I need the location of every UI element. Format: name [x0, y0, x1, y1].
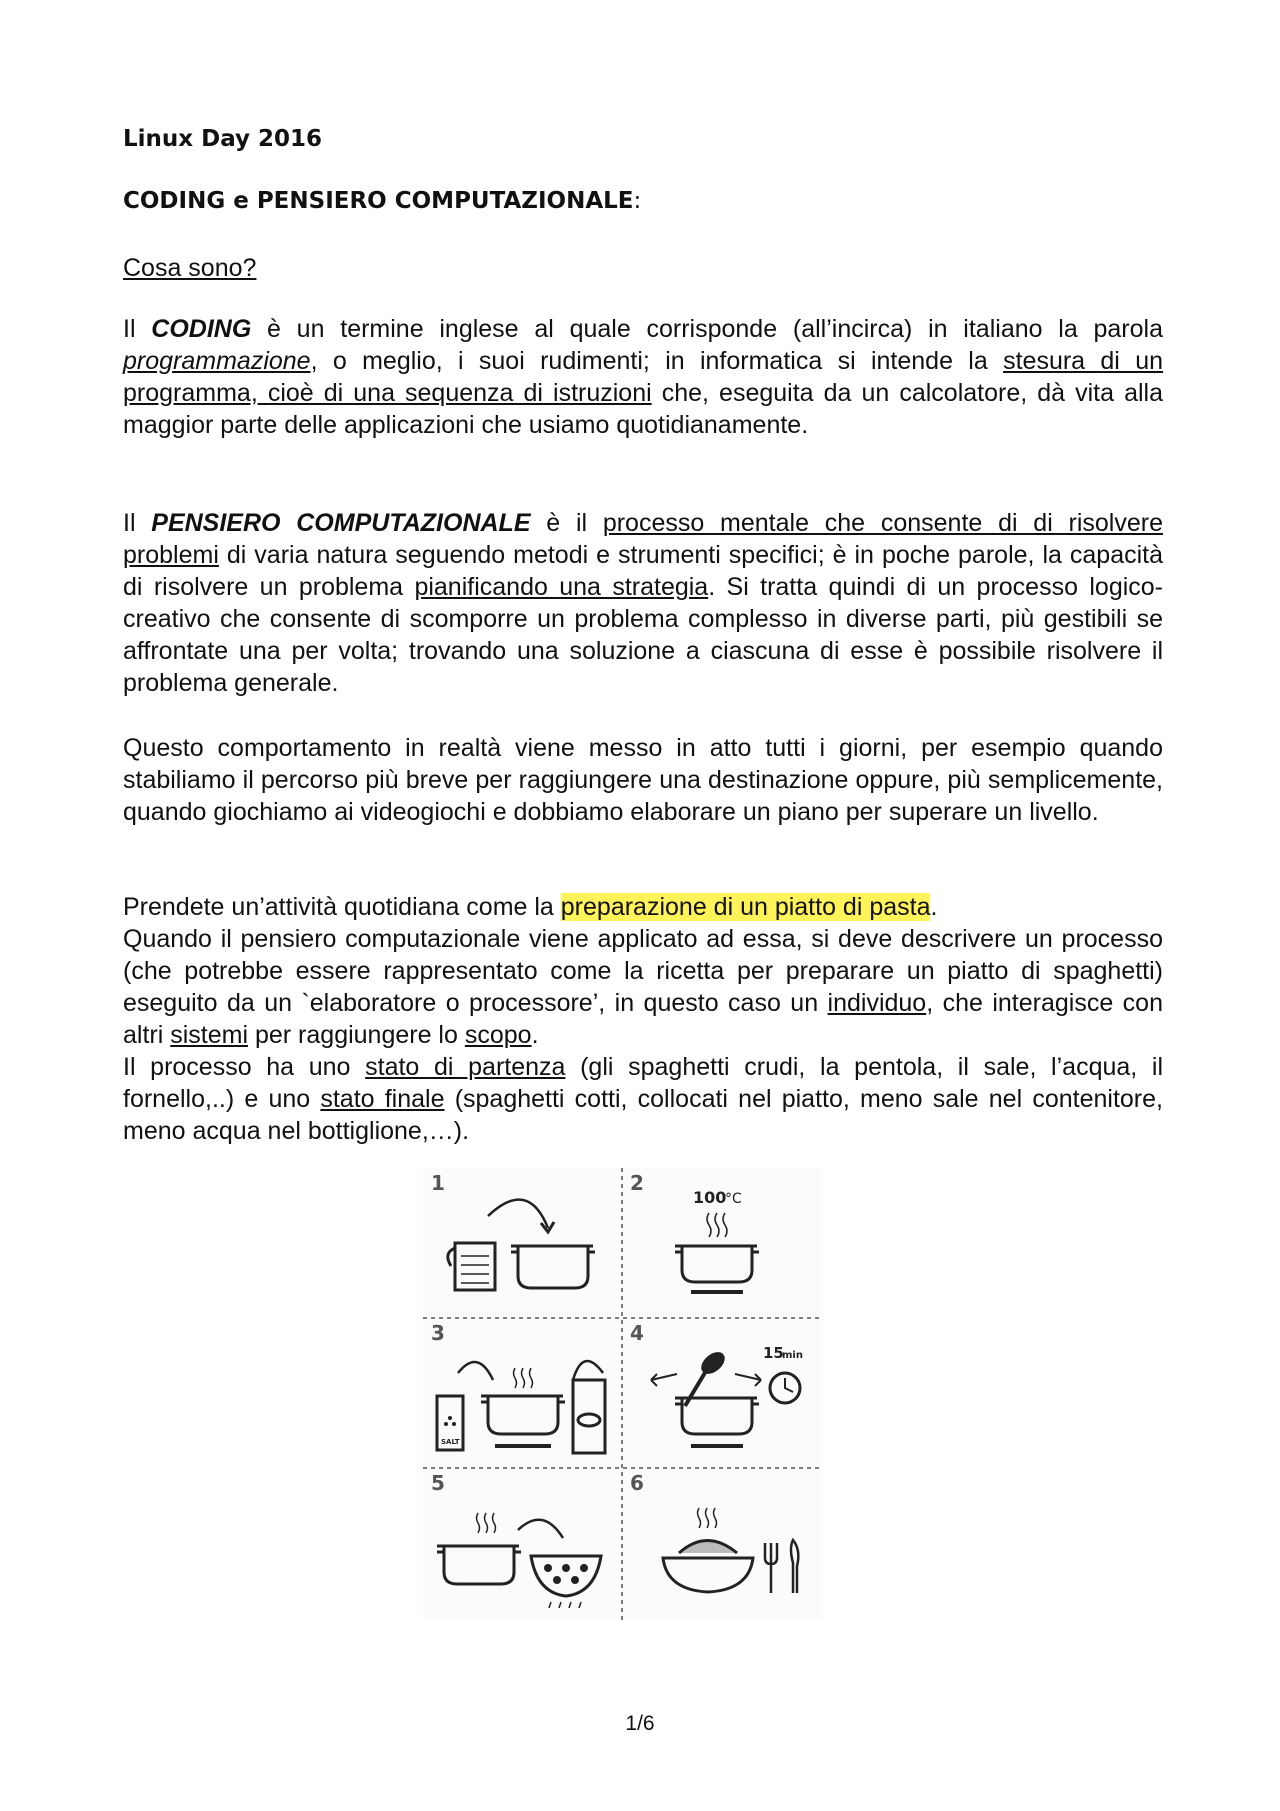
colander-icon: [531, 1556, 601, 1608]
text: di varia natura seguendo metodi e strumenti specifici; è in poche parole, la capacità di risolvere un problema: [123, 541, 1163, 601]
steam-icon: [707, 1213, 727, 1237]
step2-pot-icon: [675, 1246, 759, 1292]
temperature-unit: °C: [725, 1191, 742, 1207]
paragraph-coding: [123, 313, 1163, 441]
step1-jug-icon: [448, 1243, 495, 1290]
salt-shaker-icon: [437, 1396, 463, 1450]
text: , che interagisce con altri: [123, 989, 1163, 1049]
text: (spaghetti cotti, collocati nel piatto, meno sale nel contenitore, meno acqua nel bottiglione,…).: [123, 1085, 1163, 1145]
paragraph-pasta: [123, 891, 1163, 1147]
question-heading: Cosa sono?: [123, 254, 257, 282]
document-title: Linux Day 2016: [123, 126, 323, 152]
text: è il: [530, 509, 603, 537]
step-number: 5: [431, 1471, 445, 1495]
text: Quando il pensiero computazionale viene applicato ad essa, si deve descrivere un processo (che potrebbe essere rappresentato come la ricetta per preparare un piatto di spaghetti) eseguito da un `elaboratore o processore’, in questo caso un: [123, 925, 1163, 1017]
paragraph-pensiero: [123, 507, 1163, 699]
underlined-phrase: stato finale: [320, 1085, 445, 1113]
underlined-word: scopo: [464, 1021, 532, 1049]
timer-icon: [770, 1373, 800, 1403]
steam-icon: [698, 1508, 717, 1528]
underlined-phrase: stesura di un programma, cioè di una sequenza di istruzioni: [123, 347, 1164, 407]
step3-pot-icon: [481, 1396, 565, 1446]
text: Prendete un’attività quotidiana come la: [123, 893, 561, 921]
page-number: 1/6: [625, 1712, 655, 1735]
stir-arrow-left: [651, 1374, 677, 1386]
text: Il: [123, 509, 152, 537]
timer-value: 15: [763, 1344, 784, 1362]
step1-pot-icon: [511, 1246, 595, 1288]
timer-unit: min: [782, 1350, 803, 1361]
term-programmazione: programmazione: [123, 347, 311, 375]
step-number: 4: [630, 1321, 644, 1345]
text: .: [930, 893, 938, 921]
temperature-value: 100: [693, 1188, 727, 1207]
paragraph-comportamento: Questo comportamento in realtà viene messo in atto tutti i giorni, per esempio quando stabiliamo il percorso più breve per raggiungere una destinazione oppure, più semplicemente, quando giochiamo ai videogiochi e dobbiamo elaborare un piano per superare un livello.: [123, 734, 1163, 826]
text: . Si tratta quindi di un processo logico-creativo che consente di scomporre un problema complesso in diverse parti, più gestibili se affrontate una per volta; trovando una soluzione a ciascuna di esse è possibile risolvere il problema generale.: [123, 573, 1164, 697]
pasta-box-icon: [573, 1380, 605, 1453]
step-number: 1: [431, 1171, 445, 1195]
text: (gli spaghetti crudi, la pentola, il sale, l’acqua, il fornello,..) e uno: [123, 1053, 1163, 1113]
text: , o meglio, i suoi rudimenti; in informatica si intende la: [310, 347, 1004, 375]
step-number: 6: [630, 1471, 644, 1495]
step3-arrow-left: [458, 1362, 493, 1380]
term-coding: CODING: [151, 315, 252, 343]
step-number: 3: [431, 1321, 445, 1345]
pasta-steps-svg: [423, 1168, 821, 1620]
stir-arrow-right: [735, 1374, 761, 1386]
section-heading-colon: :: [633, 188, 642, 214]
section-heading-text: CODING e PENSIERO COMPUTAZIONALE: [123, 188, 634, 214]
steam-icon: [514, 1368, 533, 1388]
salt-label: SALT: [441, 1438, 460, 1446]
text: .: [531, 1021, 539, 1049]
text: per raggiungere lo: [248, 1021, 465, 1049]
step-number: 2: [630, 1171, 644, 1195]
underlined-phrase: processo mentale che consente di di risolvere problemi: [123, 509, 1163, 569]
text: Il: [123, 315, 152, 343]
steam-icon: [477, 1513, 496, 1533]
step5-pot-icon: [437, 1546, 521, 1584]
pasta-plate-icon: [663, 1541, 753, 1593]
step1-arrow: [488, 1200, 548, 1228]
section-heading: [123, 188, 641, 214]
highlighted-phrase: preparazione di un piatto di pasta: [560, 893, 931, 921]
step5-arrow: [518, 1520, 563, 1538]
text: è un termine inglese al quale corrisponde (all’incirca) in italiano la parola: [251, 315, 1163, 343]
underlined-phrase: pianificando una strategia: [414, 573, 709, 601]
knife-icon: [791, 1540, 798, 1593]
underlined-phrase: stato di partenza: [365, 1053, 566, 1081]
underlined-word: individuo: [827, 989, 927, 1017]
underlined-word: sistemi: [170, 1021, 249, 1049]
text: Il processo ha uno: [123, 1053, 366, 1081]
fork-icon: [765, 1543, 777, 1593]
pasta-steps-illustration: [423, 1168, 821, 1620]
term-pensiero-computazionale: PENSIERO COMPUTAZIONALE: [151, 509, 531, 537]
text: che, eseguita da un calcolatore, dà vita alla maggior parte delle applicazioni che usiamo quotidianamente.: [123, 379, 1163, 439]
step3-arrow-right: [573, 1361, 603, 1380]
